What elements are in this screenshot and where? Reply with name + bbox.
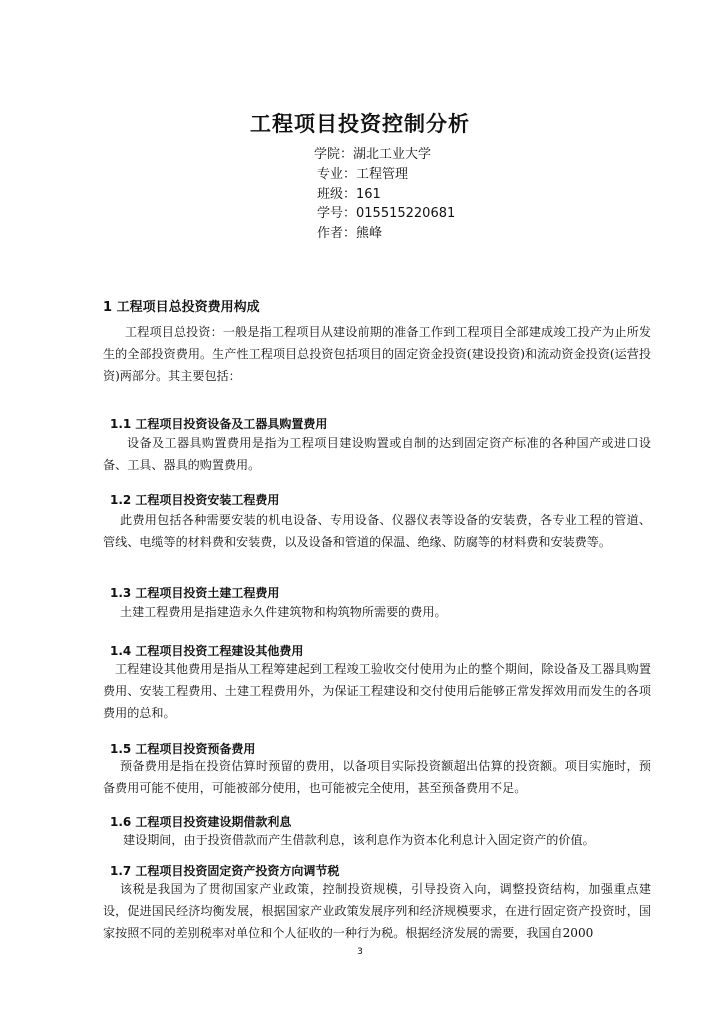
subsection-1-2-paragraph: 此费用包括各种需要安装的机电设备、专用设备、仪器仪表等设备的安装费，各专业工程的管道、管线、电缆等的材料费和安装费，以及设备和管道的保温、绝缘、防腐等的材料费和安装费等。 (103, 513, 651, 549)
subsection-1-7-heading: 1.7 工程项目投资固定资产投资方向调节税 (110, 864, 340, 878)
section-1-heading: 1 工程项目总投资费用构成 (103, 300, 260, 315)
subsection-1-4-paragraph: 工程建设其他费用是指从工程筹建起到工程竣工验收交付使用为止的整个期间，除设备及工器具购置费用、安装工程费用、土建工程费用外，为保证工程建设和交付使用后能够正常发挥效用而发生的各项费用的总和。 (103, 662, 651, 720)
subsection-1-1-paragraph: 设备及工器具购置费用是指为工程项目建设购置或自制的达到固定资产标准的各种国产或进口设备、工具、器具的购置费用。 (103, 436, 651, 472)
student-id-line: 学号：015515220681 (317, 206, 456, 222)
subsection-1-5-paragraph: 预备费用是指在投资估算时预留的费用，以备项目实际投资额超出估算的投资额。项目实施时，预备费用可能不使用，可能被部分使用，也可能被完全使用，甚至预备费用不足。 (103, 759, 651, 795)
section-1-intro-paragraph: 工程项目总投资：一般是指工程项目从建设前期的准备工作到工程项目全部建成竣工投产为止所发生的全部投资费用。生产性工程项目总投资包括项目的固定资金投资(建设投资)和流动资金投资(运营投资)两部分。其主要包括： (103, 325, 651, 383)
class-line: 班级：161 (317, 186, 381, 202)
subsection-1-6-heading: 1.6 工程项目投资建设期借款利息 (110, 815, 292, 829)
subsection-1-3-heading: 1.3 工程项目投资土建工程费用 (110, 586, 280, 600)
subsection-1-4-heading: 1.4 工程项目投资工程建设其他费用 (110, 644, 304, 658)
author-line: 作者：熊峰 (317, 226, 383, 242)
page-number: 3 (357, 947, 363, 957)
subsection-1-7-paragraph: 该税是我国为了贯彻国家产业政策，控制投资规模，引导投资入向，调整投资结构，加强重点建设，促进国民经济均衡发展，根据国家产业政策发展序列和经济规模要求，在进行固定资产投资时，国家按照不同的差别税率对单位和个人征收的一种行为税。根据经济发展的需要，我国自2000 (103, 882, 651, 940)
document-title: 工程项目投资控制分析 (250, 112, 470, 136)
author-info-block (314, 145, 455, 244)
subsection-1-3-paragraph: 土建工程费用是指建造永久件建筑物和构筑物所需要的费用。 (120, 605, 447, 619)
subsection-1-5-heading: 1.5 工程项目投资预备费用 (110, 742, 256, 756)
subsection-1-1-heading: 1.1 工程项目投资设备及工器具购置费用 (110, 417, 328, 431)
school-line: 学院：湖北工业大学 (314, 147, 432, 162)
major-line: 专业：工程管理 (317, 166, 409, 182)
subsection-1-2-heading: 1.2 工程项目投资安装工程费用 (110, 493, 280, 507)
subsection-1-6-paragraph: 建设期间，由于投资借款而产生借款利息，该利息作为资本化利息计入固定资产的价值。 (123, 833, 595, 847)
